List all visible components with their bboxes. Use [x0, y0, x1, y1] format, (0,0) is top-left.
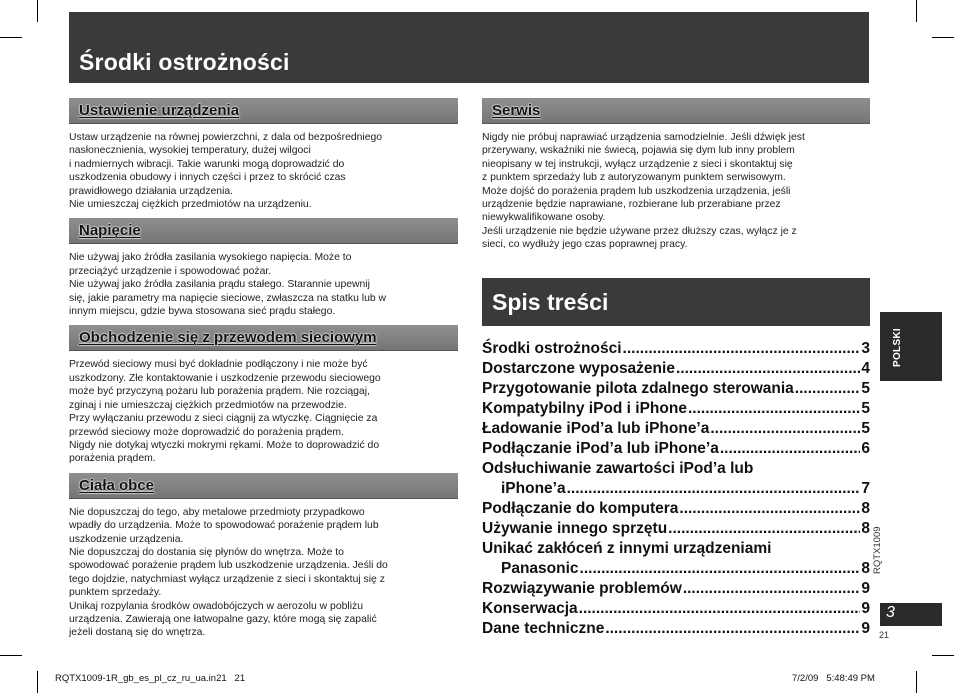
section-heading: [69, 473, 458, 499]
toc-entry[interactable]: [482, 359, 870, 379]
toc-leader: [623, 339, 861, 359]
crop-mark: [916, 0, 917, 22]
table-of-contents: [482, 339, 870, 639]
toc-entry-page: 9: [861, 600, 870, 617]
page-number: 3: [886, 604, 895, 621]
toc-leader: [580, 559, 861, 579]
toc-entry[interactable]: [482, 519, 870, 539]
toc-entry-page: 9: [861, 620, 870, 637]
toc-leader: [683, 579, 861, 599]
toc-entry-page: 5: [861, 420, 870, 437]
toc-leader: [688, 399, 860, 419]
toc-entry-label: Używanie innego sprzętu: [482, 520, 668, 537]
section-heading: [69, 218, 458, 244]
page-title: Środki ostrożności: [79, 49, 290, 75]
toc-entry-label: Dane techniczne: [482, 620, 605, 637]
toc-leader: [567, 479, 861, 499]
sheet-number: 21: [879, 630, 890, 640]
toc-title-bar: [482, 278, 870, 326]
language-tab-label: POLSKI: [892, 327, 904, 368]
toc-entry-page: 8: [861, 560, 870, 577]
toc-entry[interactable]: [482, 339, 870, 359]
section-heading: [482, 98, 870, 124]
toc-entry-label: Konserwacja: [482, 600, 578, 617]
toc-leader: [676, 359, 860, 379]
toc-leader: [605, 619, 860, 639]
crop-mark: [932, 37, 954, 38]
section-ciala-obce: [69, 473, 458, 640]
toc-entry[interactable]: [482, 619, 870, 639]
section-heading: [69, 325, 458, 351]
toc-entry[interactable]: [482, 439, 870, 459]
toc-leader: [710, 419, 860, 439]
toc-entry-label: Środki ostrożności: [482, 340, 622, 357]
section-heading-text: Serwis: [492, 102, 541, 119]
toc-entry-label-line1: Unikać zakłóceń z innymi urządzeniami: [482, 540, 772, 557]
toc-leader: [679, 499, 860, 519]
toc-entry-page: 6: [861, 440, 870, 457]
toc-entry-label: Rozwiązywanie problemów: [482, 580, 682, 597]
section-heading-text: Ciała obce: [79, 476, 155, 494]
toc-leader: [795, 379, 861, 399]
section-text: Przewód sieciowy musi być dokładnie podłączony i nie może być uszkodzony. Złe kontaktowanie i uszkodzenie przewodu sieciowego może być przyczyną pożaru lub porażenia prądem. Nie rozciągaj, zginaj i nie umieszczaj ciężkich przedmiotów na przewodzie. Przy wyłączaniu przewodu z sieci ciągnij za wtyczkę. Ciągnięcie za przewód sieciowy może doprowadzić do porażenia prądem. Nigdy nie dotykaj wtyczki mokrymi rękami. Może to doprowadzić do porażenia prądem.: [69, 359, 381, 465]
footer-file-info: RQTX1009-1R_gb_es_pl_cz_ru_ua.in21 21: [55, 673, 246, 684]
language-tab: [880, 312, 942, 381]
toc-entry-page: 8: [861, 520, 870, 537]
toc-entry-label: Panasonic: [501, 560, 579, 577]
toc-entry[interactable]: [482, 499, 870, 519]
toc-entry-page: 5: [861, 400, 870, 417]
toc-entry[interactable]: [482, 599, 870, 619]
section-text: Nie używaj jako źródła zasilania wysokiego napięcia. Może to przeciążyć urządzenie i spowodować pożar. Nie używaj jako źródła zasilania prądu stałego. Starannie upewnij się, jakie parametry ma napięcie sieciowe, zwłaszcza na statku lub w innym miejscu, gdzie bywa stosowana sieć prądu stałego.: [69, 252, 387, 318]
crop-mark: [916, 671, 917, 693]
section-przewod: [69, 325, 458, 465]
toc-entry-label: iPhone’a: [501, 480, 566, 497]
toc-entry-label-line1: Odsłuchiwanie zawartości iPod’a lub: [482, 460, 754, 477]
toc-entry-label: Ładowanie iPod’a lub iPhone’a: [482, 420, 710, 437]
crop-mark: [37, 0, 38, 22]
section-ustawienie: [69, 98, 458, 211]
toc-entry-page: 5: [861, 380, 870, 397]
section-heading-text: Ustawienie urządzenia: [79, 102, 240, 119]
page-title-bar: [69, 12, 869, 83]
toc-entry-page: 8: [861, 500, 870, 517]
section-napiecie: [69, 218, 458, 318]
crop-mark: [0, 37, 22, 38]
toc-entry-label: Podłączanie do komputera: [482, 500, 679, 517]
toc-entry[interactable]: [482, 399, 870, 419]
toc-entry-multiline[interactable]: [482, 459, 870, 499]
section-heading-text: Napięcie: [79, 222, 141, 240]
model-code-vertical: RQTX1009: [872, 526, 883, 574]
section-heading: [69, 98, 458, 124]
toc-leader: [579, 599, 861, 619]
section-text: Nie dopuszczaj do tego, aby metalowe przedmioty przypadkowo wpadły do urządzenia. Może to spowodować porażenie prądem lub uszkodzenie urządzenia. Nie dopuszczaj do dostania się płynów do wnętrza. Może to spowodować porażenie prądem lub uszkodzenie urządzenia. Jeśli do tego dojdzie, natychmiast wyłącz urządzenie z sieci i skontaktuj się z punktem sprzedaży. Unikaj rozpylania środków owadobójczych w aerozolu w pobliżu urządzenia. Zawierają one łatwopalne gazy, które mogą się zapalić jeżeli dostaną się do wnętrza.: [69, 506, 388, 639]
section-text: Nigdy nie próbuj naprawiać urządzenia samodzielnie. Jeśli dźwięk jest przerywany, wskaźniki nie świecą, pojawia się dym lub inny problem nieopisany w tej instrukcji, wyłącz urządzenie z sieci i skontaktuj się z punktem sprzedaży lub z autoryzowanym punktem serwisowym. Może dojść do porażenia prądem lub uszkodzenia urządzenia, jeśli urządzenie będzie naprawiane, rozbierane lub przerabiane przez niewykwalifikowane osoby. Jeśli urządzenie nie będzie używane przez dłuższy czas, wyłącz je z sieci, co wydłuży jego czas poprawnej pracy.: [482, 132, 805, 251]
toc-entry-page: 4: [861, 360, 870, 377]
section-heading-text: Obchodzenie się z przewodem sieciowym: [79, 329, 377, 347]
toc-title: Spis treści: [492, 289, 609, 315]
toc-leader: [668, 519, 860, 539]
toc-entry[interactable]: [482, 579, 870, 599]
toc-entry[interactable]: [482, 379, 870, 399]
toc-entry-page: 9: [861, 580, 870, 597]
toc-entry-label: Podłączanie iPod’a lub iPhone’a: [482, 440, 719, 457]
section-text: Ustaw urządzenie na równej powierzchni, z dala od bezpośredniego nasłonecznienia, wysokiej temperatury, dużej wilgoci i nadmiernych wibracji. Takie warunki mogą doprowadzić do uszkodzenia obudowy i innych części i przez to skrócić czas prawidłowego działania urządzenia. Nie umieszczaj ciężkich przedmiotów na urządzeniu.: [69, 132, 383, 211]
crop-mark: [37, 671, 38, 693]
toc-entry-page: 3: [861, 340, 870, 357]
page-number-box: [880, 603, 942, 626]
toc-entry-page: 7: [861, 480, 870, 497]
toc-entry-multiline[interactable]: [482, 539, 870, 579]
toc-entry[interactable]: [482, 419, 870, 439]
toc-entry-label: Dostarczone wyposażenie: [482, 360, 675, 377]
right-column: [482, 98, 870, 252]
toc-entry-label: Kompatybilny iPod i iPhone: [482, 400, 687, 417]
crop-mark: [932, 655, 954, 656]
crop-mark: [0, 655, 22, 656]
toc-entry-label: Przygotowanie pilota zdalnego sterowania: [482, 380, 794, 397]
footer-timestamp: 7/2/09 5:48:49 PM: [792, 673, 875, 684]
toc-leader: [720, 439, 861, 459]
left-column: [69, 98, 458, 640]
